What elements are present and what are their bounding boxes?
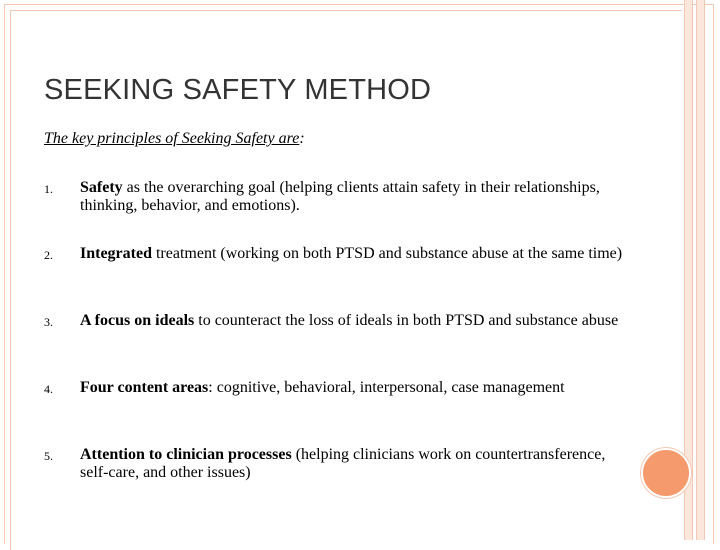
item-bold: Integrated [80,245,152,262]
item-text: as the overarching goal (helping clients attain safety in their relationships, thinking, behavior, and emotions). [80,179,600,214]
item-body [80,379,625,397]
item-number: 5. [44,449,53,463]
decorative-circle [641,448,691,498]
item-text: to counteract the loss of ideals in both PTSD and substance abuse [194,312,619,329]
item-text: treatment (working on both PTSD and substance abuse at the same time) [151,245,623,262]
stripe-border [704,0,705,540]
stripe-border [692,0,693,540]
intro-underlined: The key principles of Seeking Safety are [44,130,300,147]
item-body [80,446,625,482]
intro-text [44,130,305,148]
item-body [80,179,625,215]
slide-title: SEEKING SAFETY METHOD [44,74,432,106]
decorative-stripe-right [696,0,704,540]
item-text: : cognitive, behavioral, interpersonal, case management [208,379,565,396]
item-number: 3. [44,315,53,329]
item-body [80,245,625,263]
item-number: 4. [44,382,53,396]
item-bold: Safety [80,179,123,196]
item-number: 1. [44,182,53,196]
item-text: (helping clinicians work on countertransference, self-care, and other issues) [80,446,606,481]
item-number: 2. [44,248,53,262]
item-bold: A focus on ideals [80,312,195,329]
stripe-border [696,0,697,540]
item-body [80,312,625,330]
item-bold: Attention to clinician processes [80,446,292,463]
item-bold: Four content areas [80,379,209,396]
intro-colon: : [299,130,305,147]
